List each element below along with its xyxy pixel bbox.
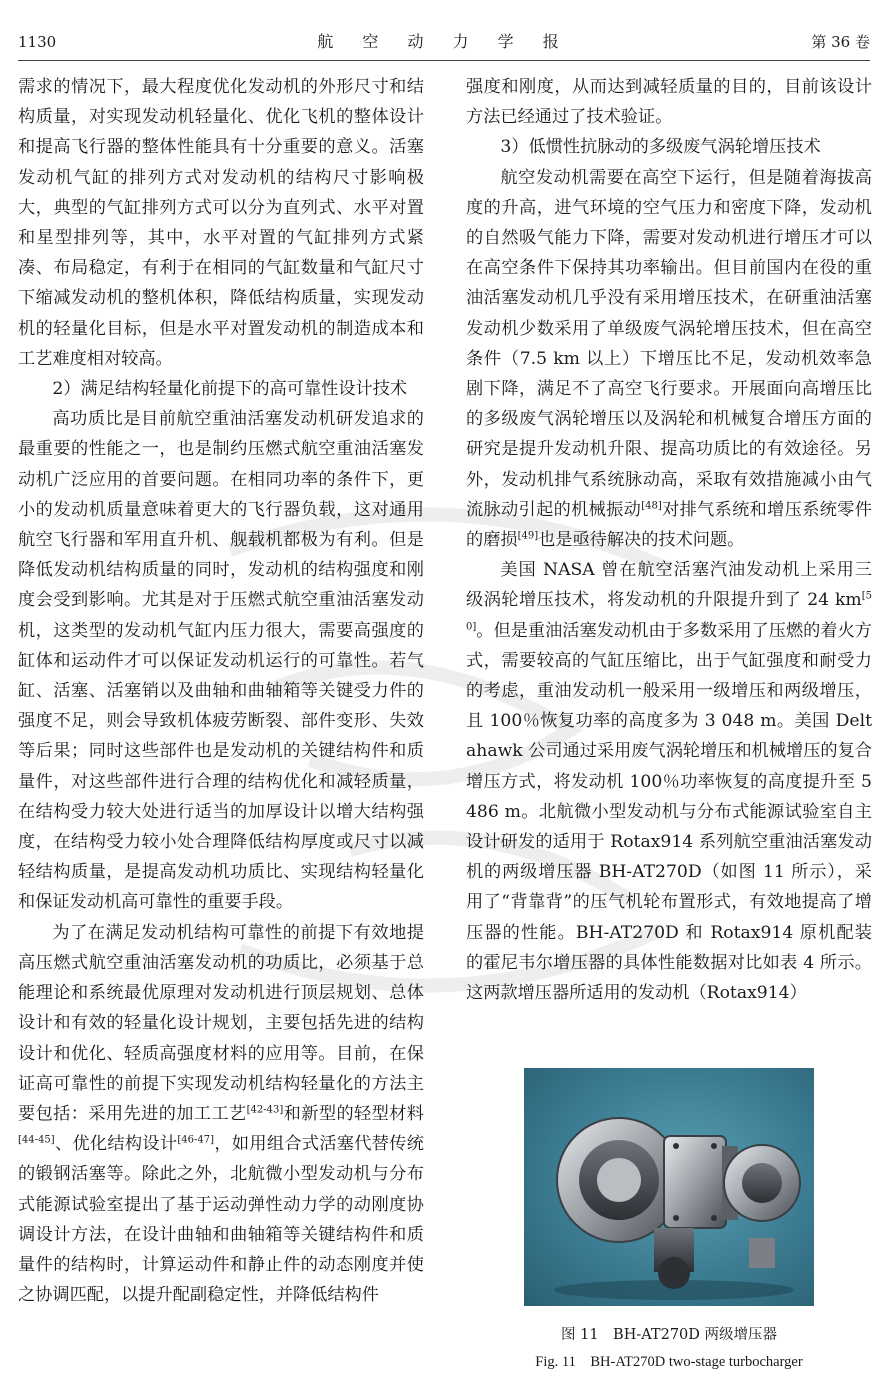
left-column bbox=[18, 72, 424, 1310]
page-number: 1130 bbox=[18, 33, 57, 51]
figure-caption-cn: 图 11 BH-AT270D 两级增压器 bbox=[560, 1327, 778, 1343]
text-run: 对排气系统和增压系统零件的磨损 bbox=[466, 499, 872, 551]
citation: [42-43] bbox=[246, 1104, 284, 1116]
turbocharger-figure bbox=[524, 1068, 814, 1306]
citation: [49] bbox=[517, 530, 539, 542]
citation: [46-47] bbox=[177, 1134, 215, 1146]
paragraph bbox=[18, 918, 424, 1311]
text-run: 。但是重油活塞发动机由于多数采用了压燃的着火方式，需要较高的气缸压缩比，出于气缸强度和耐受力的考虑，重油发动机一般采用一级增压和两级增压，且 100％恢复功率的高度多为 3 048 m。美国 Deltahawk 公司通过采用废气涡轮增压和机械增压的复合增压方式，将发动机 100％功率恢复的高度提升至 5 486 m。北航微小型发动机与分布式能源试验室自主设计研发的适用于 Rotax914 系列航空重油活塞发动机的两级增压器 BH-AT270D（如图 11 所示），采用了“背靠背”的压气机轮布置形式，有效地提高了增压器的性能。BH-AT270D 和 Rotax914 原机配装的霍尼韦尔增压器的具体性能数据对比如表 4 所示。这两款增压器所适用的发动机（Rotax914） bbox=[466, 620, 872, 1004]
text-run: 和新型的轻型材料 bbox=[283, 1103, 424, 1124]
turbocharger-illustration bbox=[524, 1068, 814, 1306]
journal-title: 航 空 动 力 学 报 bbox=[317, 32, 571, 51]
paragraph bbox=[466, 163, 872, 556]
text-run: 、优化结构设计 bbox=[54, 1134, 178, 1155]
section-heading: 3）低惯性抗脉动的多级废气涡轮增压技术 bbox=[500, 137, 821, 158]
text-run: 美国 NASA 曾在航空活塞汽油发动机上采用三级涡轮增压技术，将发动机的升限提升到了 24 km bbox=[466, 560, 872, 611]
right-column bbox=[466, 72, 872, 1008]
paragraph: 需求的情况下，最大程度优化发动机的外形尺寸和结构质量，对实现发动机轻量化、优化飞机的整体设计和提高飞行器的整体性能具有十分重要的意义。活塞发动机气缸的排列方式对发动机的结构尺寸影响极大，典型的气缸排列方式可以分为直列式、水平对置和星型排列等，其中，水平对置的气缸排列方式紧凑、布局稳定，有利于在相同的气缸数量和气缸尺寸下缩减发动机的整机体积，降低结构质量，实现发动机的轻量化目标，但是水平对置发动机的制造成本和工艺难度相对较高。 bbox=[18, 77, 424, 369]
text-run: 也是亟待解决的技术问题。 bbox=[538, 530, 745, 551]
citation: [50] bbox=[466, 590, 872, 632]
text-run: 航空发动机需要在高空下运行，但是随着海拔高度的升高，进气环境的空气压力和密度下降，发动机的自然吸气能力下降，需要对发动机进行增压才可以在高空条件下保持其功率输出。但目前国内在役的重油活塞发动机几乎没有采用增压技术，在研重油活塞发动机少数采用了单级废气涡轮增压技术，但在高空条件（7.5 km 以上）下增压比不足，发动机效率急剧下降，满足不了高空飞行要求。开展面向高增压比的多级废气涡轮增压以及涡轮和机械复合增压方面的研究是提升发动机升限、提高功质比的有效途径。另外，发动机排气系统脉动高，采取有效措施减小由气流脉动引起的机械振动 bbox=[466, 167, 872, 520]
text-run: ，如用组合式活塞代替传统的锻钢活塞等。除此之外，北航微小型发动机与分布式能源试验室提出了基于运动弹性动力学的动刚度协调设计方法，在设计曲轴和曲轴箱等关键结构件和质量件的结构时，计算运动件和静止件的动态刚度并使之协调匹配，以提升配副稳定性，并降低结构件 bbox=[18, 1134, 424, 1306]
citation: [48] bbox=[641, 500, 662, 512]
header-rule bbox=[18, 60, 870, 61]
paragraph: 高功质比是目前航空重油活塞发动机研发追求的最重要的性能之一，也是制约压燃式航空重油活塞发动机广泛应用的首要问题。在相同功率的条件下，更小的发动机质量意味着更大的飞行器负载，这对通用航空飞行器和军用直升机、舰载机都极为有利。但是降低发动机结构质量的同时，发动机的结构强度和刚度会受到影响。尤其是对于压燃式航空重油活塞发动机，这类型的发动机气缸内压力很大，需要高强度的缸体和运动件才可以保证发动机运行的可靠性。若气缸、活塞、活塞销以及曲轴和曲轴箱等关键受力件的强度不足，则会导致机体疲劳断裂、部件变形、失效等后果；同时这些部件也是发动机的关键结构件和质量件，对这些部件进行合理的结构优化和减轻质量，在结构受力较大处进行适当的加厚设计以增大结构强度，在结构受力较小处合理降低结构厚度或尺寸以减轻结构质量，是提高发动机功质比、实现结构轻量化和保证发动机高可靠性的重要手段。 bbox=[18, 409, 424, 913]
citation: [44-45] bbox=[18, 1134, 55, 1146]
figure-caption-en: Fig. 11 BH-AT270D two-stage turbocharger bbox=[535, 1354, 803, 1370]
volume-label: 第 36 卷 bbox=[811, 33, 870, 51]
page-header bbox=[18, 30, 870, 54]
paragraph bbox=[466, 555, 872, 1008]
section-heading: 2）满足结构轻量化前提下的高可靠性设计技术 bbox=[52, 379, 408, 400]
text-run: 为了在满足发动机结构可靠性的前提下有效地提高压燃式航空重油活塞发动机的功质比，必须基于总能理论和系统最优原理对发动机进行顶层规划、总体设计和有效的轻量化设计规划，主要包括先进的结构设计和优化、轻质高强度材料的应用等。目前，在保证高可靠性的前提下实现发动机结构轻量化的方法主要包括：采用先进的加工工艺 bbox=[18, 922, 424, 1124]
paragraph: 强度和刚度，从而达到减轻质量的目的，目前该设计方法已经通过了技术验证。 bbox=[466, 77, 872, 128]
